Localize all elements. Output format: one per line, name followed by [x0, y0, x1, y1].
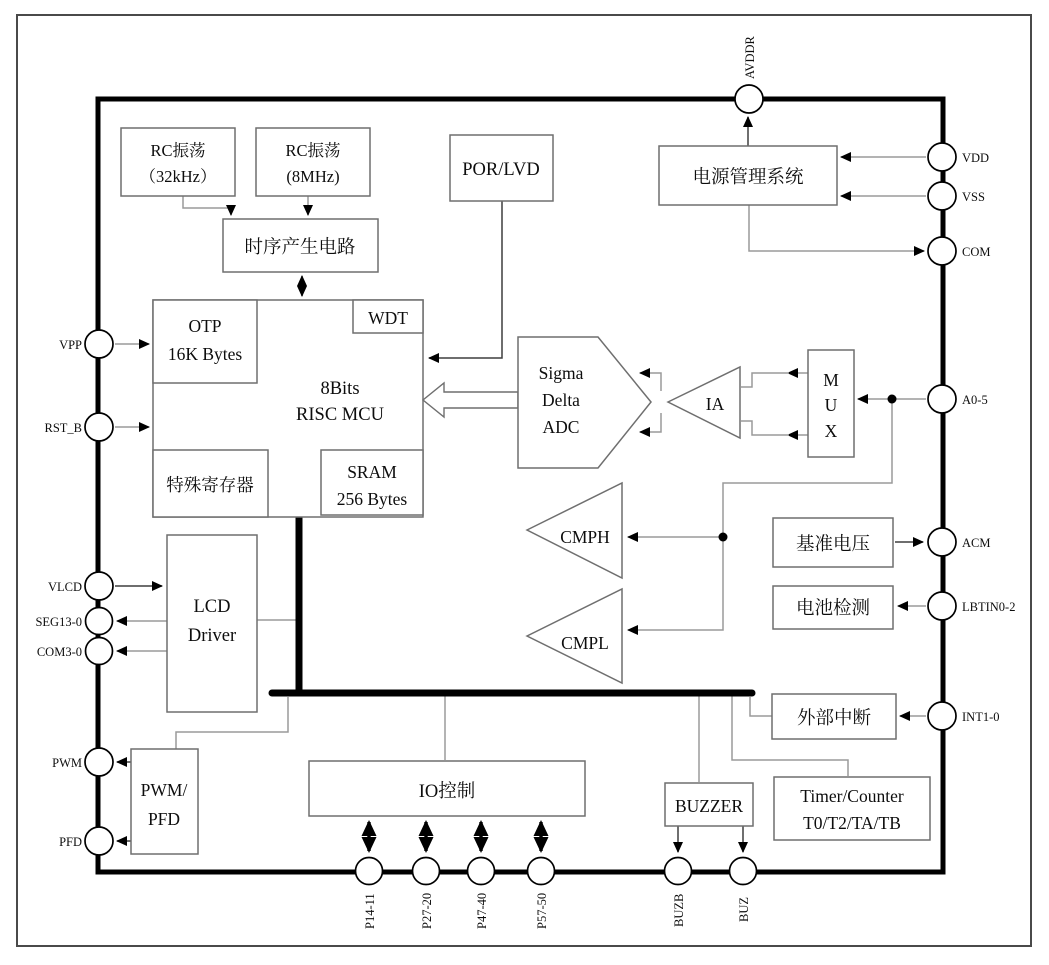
pin-p14-11: [356, 858, 383, 885]
pin-p14-11-label: P14-11: [363, 893, 377, 929]
sram-label-1: SRAM: [347, 462, 397, 482]
pin-a0-5: [928, 385, 956, 413]
pin-com3-0: [86, 638, 113, 665]
vref-label: 基准电压: [795, 535, 871, 555]
pin-acm: [928, 528, 956, 556]
rc8m-label-1: RC振荡: [285, 141, 341, 160]
cmph-label: CMPH: [560, 527, 610, 547]
pin-seg13-0-label: SEG13-0: [35, 615, 82, 629]
pin-int1-0: [928, 702, 956, 730]
lcd-driver-label-1: LCD: [193, 597, 231, 617]
pin-avddr: [735, 85, 763, 113]
sfr-label: 特殊寄存器: [166, 475, 254, 495]
otp-block: [153, 300, 257, 383]
battery-detect-label: 电池检测: [795, 599, 871, 619]
pin-pfd-label: PFD: [59, 835, 82, 849]
timer-label-1: Timer/Counter: [800, 786, 904, 806]
data-bus: [272, 517, 752, 693]
pin-vpp: [85, 330, 113, 358]
pin-a0-5-label: A0-5: [962, 393, 988, 407]
lcd-driver-label-2: Driver: [187, 626, 237, 646]
wire-extint-bus: [750, 697, 772, 716]
buzzer-label: BUZZER: [674, 796, 744, 816]
mcu-label-1: 8Bits: [320, 379, 360, 399]
rc8m-label-2: (8MHz): [286, 167, 340, 186]
adc-mcu-bus-arrow: [423, 383, 518, 417]
pwm-pfd-label-1: PWM/: [140, 780, 188, 800]
power-mgmt-label: 电源管理系统: [692, 168, 804, 188]
timing-label: 时序产生电路: [244, 238, 356, 258]
pin-acm-label: ACM: [962, 536, 991, 550]
ia-label: IA: [705, 394, 725, 414]
rc32k-label-1: RC振荡: [150, 141, 206, 160]
mux-label-1: M: [823, 370, 839, 390]
pin-vss-label: VSS: [962, 190, 985, 204]
adc-label-2: Delta: [542, 390, 580, 410]
lcd-driver-block: [167, 535, 257, 712]
adc-label-1: Sigma: [538, 363, 584, 383]
wire-ia-adc-top: [640, 373, 661, 391]
pin-p47-40: [468, 858, 495, 885]
mcu-label-2: RISC MCU: [296, 405, 384, 425]
wire-mux-ia-bottom: [741, 421, 789, 435]
pin-vlcd-label: VLCD: [47, 580, 82, 594]
pin-rst-b-label: RST_B: [44, 421, 82, 435]
pin-vdd: [928, 143, 956, 171]
wire-ia-adc-bottom: [640, 413, 661, 432]
pin-rst-b: [85, 413, 113, 441]
blocks: [121, 128, 930, 854]
pin-buz: [730, 858, 757, 885]
por-lvd-label: POR/LVD: [462, 160, 540, 180]
pin-buzb-label: BUZB: [672, 893, 686, 927]
pin-int1-0-label: INT1-0: [962, 710, 1000, 724]
pin-com: [928, 237, 956, 265]
timer-label-2: T0/T2/TA/TB: [803, 813, 901, 833]
pin-vpp-label: VPP: [59, 338, 82, 352]
junction-dot-cmph: [719, 533, 728, 542]
pin-pfd: [85, 827, 113, 855]
otp-label-1: OTP: [188, 316, 222, 336]
pin-lbtin0-2: [928, 592, 956, 620]
pin-com-label: COM: [962, 245, 991, 259]
pin-buzb: [665, 858, 692, 885]
io-ctrl-label: IO控制: [418, 782, 476, 802]
pin-p47-40-label: P47-40: [475, 892, 489, 929]
mux-label-2: U: [824, 395, 838, 415]
pin-p57-50: [528, 858, 555, 885]
wire-rc32k-timing: [183, 196, 231, 215]
junction-dot-a05: [888, 395, 897, 404]
adc-label-3: ADC: [542, 417, 580, 437]
pin-buz-label: BUZ: [737, 897, 751, 922]
cmpl-label: CMPL: [561, 633, 609, 653]
pin-avddr-label: AVDDR: [743, 36, 757, 79]
pin-pwm: [85, 748, 113, 776]
pin-vdd-label: VDD: [962, 151, 990, 165]
wire-pmu-com: [749, 205, 924, 251]
pin-vss: [928, 182, 956, 210]
wire-porlvd-mcu: [429, 201, 502, 358]
pin-lbtin0-2-label: LBTIN0-2: [962, 600, 1016, 614]
ext-int-label: 外部中断: [796, 709, 872, 729]
otp-label-2: 16K Bytes: [167, 344, 243, 364]
pwm-pfd-block: [131, 749, 198, 854]
rc32k-label-2: （32kHz）: [139, 167, 217, 186]
pin-vlcd: [85, 572, 113, 600]
wire-mux-ia-top: [741, 373, 789, 387]
adc-block: [518, 337, 651, 468]
pin-p27-20: [413, 858, 440, 885]
pin-com3-0-label: COM3-0: [36, 645, 82, 659]
ia-block: [668, 367, 740, 438]
pin-p57-50-label: P57-50: [535, 892, 549, 929]
pin-seg13-0: [86, 608, 113, 635]
pwm-pfd-label-2: PFD: [147, 809, 181, 829]
mux-label-3: X: [824, 421, 838, 441]
pin-pwm-label: PWM: [52, 756, 82, 770]
wdt-label: WDT: [368, 308, 408, 328]
sram-label-2: 256 Bytes: [336, 489, 408, 509]
pin-p27-20-label: P27-20: [420, 892, 434, 929]
